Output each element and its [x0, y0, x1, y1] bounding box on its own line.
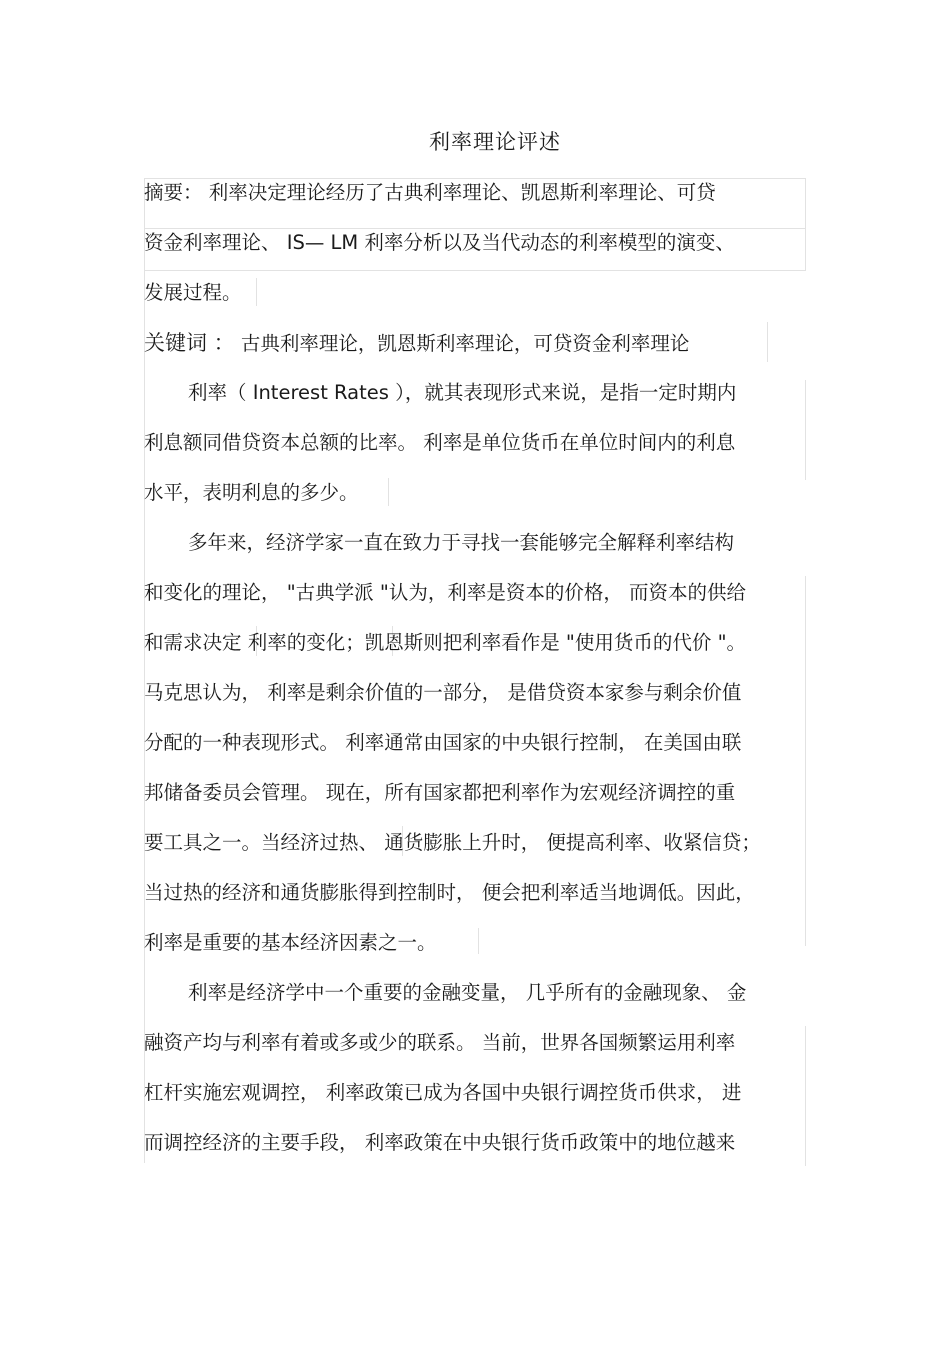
document-title: 利率理论评述: [429, 130, 561, 154]
paragraph-line: 和变化的理论， "古典学派 "认为，利率是资本的价格， 而资本的供给: [144, 581, 747, 604]
paragraph-line: 要工具之一。当经济过热、 通货膨胀上升时， 便提高利率、收紧信贷；: [144, 831, 761, 854]
paragraph-line: 马克思认为， 利率是剩余价值的一部分， 是借贷资本家参与剩余价值: [144, 681, 742, 704]
paragraph-line: 当过热的经济和通货膨胀得到控制时， 便会把利率适当地调低。因此，: [144, 881, 755, 904]
paragraph-line: 利息额同借贷资本总额的比率。 利率是单位货币在单位时间内的利息: [144, 431, 736, 454]
paragraph-line: 水平，表明利息的多少。: [144, 481, 359, 504]
abstract-line: 资金利率理论、 IS— LM 利率分析以及当代动态的利率模型的演变、: [144, 231, 735, 254]
paragraph-line: 杠杆实施宏观调控， 利率政策已成为各国中央银行调控货币供求， 进: [144, 1081, 742, 1104]
keywords-label: 关键词 ：: [144, 331, 235, 355]
paragraph-line: 和需求决定 利率的变化；凯恩斯则把利率看作是 "使用货币的代价 "。: [144, 631, 747, 654]
paragraph-line: 分配的一种表现形式。 利率通常由国家的中央银行控制， 在美国由联: [144, 731, 742, 754]
paragraph-line: 利率是经济学中一个重要的金融变量， 几乎所有的金融现象、 金: [188, 981, 747, 1004]
paragraph-line: 多年来，经济学家一直在致力于寻找一套能够完全解释利率结构: [188, 531, 735, 554]
paragraph-line: 融资产均与利率有着或多或少的联系。 当前，世界各国频繁运用利率: [144, 1031, 736, 1054]
keywords-text: 古典利率理论，凯恩斯利率理论，可贷资金利率理论: [240, 332, 690, 355]
paragraph-line: 利率（ Interest Rates ），就其表现形式来说，是指一定时期内: [188, 381, 737, 404]
abstract-text: 利率决定理论经历了古典利率理论、凯恩斯利率理论、可贷: [208, 181, 716, 204]
keywords-line: [144, 318, 806, 368]
abstract-line: 发展过程。: [144, 281, 242, 304]
abstract-label: 摘要：: [144, 181, 203, 204]
paragraph-line: 利率是重要的基本经济因素之一。: [144, 931, 437, 954]
abstract-line: [144, 168, 806, 218]
document-body: [144, 168, 806, 1168]
paragraph-line: 邦储备委员会管理。 现在，所有国家都把利率作为宏观经济调控的重: [144, 781, 736, 804]
paragraph-line: 而调控经济的主要手段， 利率政策在中央银行货币政策中的地位越来: [144, 1131, 736, 1154]
